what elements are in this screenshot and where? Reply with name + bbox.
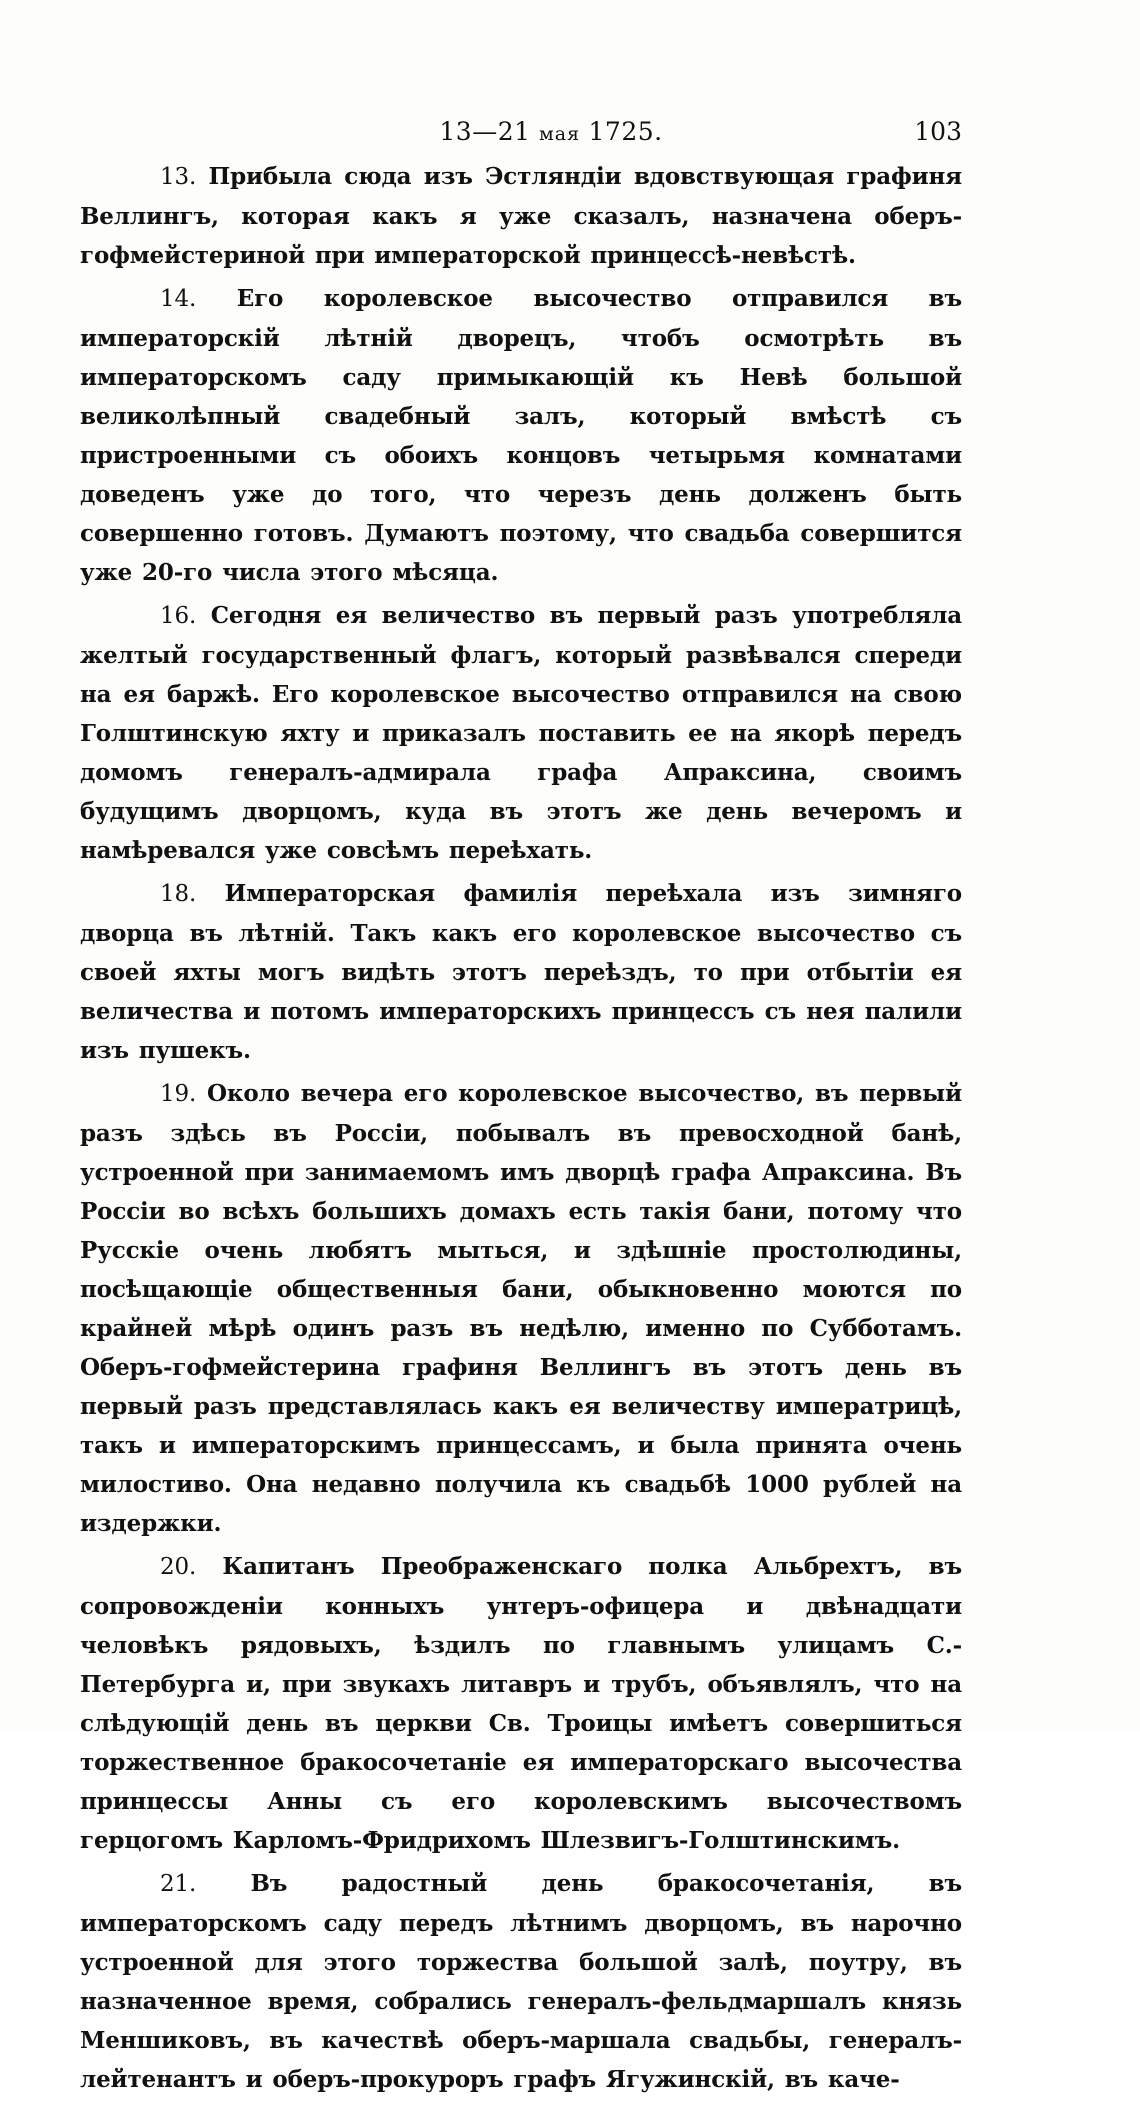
running-title (80, 112, 962, 154)
paragraph-16 (80, 596, 962, 870)
paragraph-text: Его королевское высочество отправился въ императорскій лѣтній дворецъ, чтобъ осмотрѣть въ императорскомъ саду примыкающій къ Невѣ большой великолѣпный свадебный залъ, который вмѣстѣ съ пристроенными съ обоихъ концовъ четырьмя комнатами доведенъ уже до того, что черезъ день долженъ быть совершенно готовъ. Думаютъ поэтому, что свадьба совершится уже 20-го числа этого мѣсяца. (80, 285, 962, 586)
paragraph-number: 13. (160, 164, 197, 190)
paragraph-number: 21. (160, 1871, 197, 1897)
paragraph-text: Въ радостный день бракосочетанія, въ императорскомъ саду передъ лѣтнимъ дворцомъ, въ нарочно устроенной для этого торжества большой залѣ, поутру, въ назначенное время, собрались генералъ-фельдмаршалъ князь Меншиковъ, въ качествѣ оберъ-маршала свадьбы, генералъ-лейтенантъ и оберъ-прокуроръ графъ Ягужинскій, въ каче- (80, 1870, 962, 2093)
paragraph-18 (80, 874, 962, 1070)
paragraph-number: 18. (160, 881, 197, 907)
paragraph-number: 16. (160, 603, 197, 629)
paragraph-number: 19. (160, 1081, 197, 1107)
running-title-year: 1725. (588, 117, 663, 146)
paragraph-number: 14. (160, 286, 197, 312)
paragraph-19 (80, 1074, 962, 1543)
paragraph-text: Около вечера его королевское высочество, въ первый разъ здѣсь въ Россіи, побывалъ въ превосходной банѣ, устроенной при занимаемомъ имъ дворцѣ графа Апраксина. Въ Россіи во всѣхъ большихъ домахъ есть такія бани, потому что Русскіе очень любятъ мыться, и здѣшніе простолюдины, посѣщающіе общественныя бани, обыкновенно моются по крайней мѣрѣ одинъ разъ въ недѣлю, именно по Субботамъ. Оберъ-гофмейстерина графиня Веллингъ въ этотъ день въ первый разъ представлялась какъ ея величеству императрицѣ, такъ и императорскимъ принцессамъ, и была принята очень милостиво. Она недавно получила къ свадьбѣ 1000 рублей на издержки. (80, 1080, 962, 1537)
paragraph-21 (80, 1864, 962, 2099)
page-number: 103 (914, 117, 962, 146)
page-header (80, 112, 962, 156)
running-title-date: 13—21 (439, 117, 531, 146)
paragraph-text: Сегодня ея величество въ первый разъ употребляла желтый государственный флагъ, который развѣвался спереди на ея баржѣ. Его королевское высочество отправился на свою Голштинскую яхту и приказалъ поставить ее на якорѣ передъ домомъ генералъ-адмирала графа Апраксина, своимъ будущимъ дворцомъ, куда въ этотъ же день вечеромъ и намѣревался уже совсѣмъ переѣхать. (80, 602, 963, 864)
paragraph-20 (80, 1547, 962, 1860)
paragraph-text: Императорская фамилія переѣхала изъ зимняго дворца въ лѣтній. Такъ какъ его королевское высочество съ своей яхты могъ видѣть этотъ переѣздъ, то при отбытіи ея величества и потомъ императорскихъ принцессъ съ нея палили изъ пушекъ. (80, 880, 962, 1064)
paragraph-number: 20. (160, 1554, 197, 1580)
page-text-block (80, 112, 962, 2103)
paragraph-14 (80, 279, 962, 592)
running-title-month: мая (538, 123, 581, 145)
paragraph-13 (80, 157, 962, 275)
paragraph-text: Капитанъ Преображенскаго полка Альбрехтъ, въ сопровожденіи конныхъ унтеръ-офицера и двѣнадцати человѣкъ рядовыхъ, ѣздилъ по главнымъ улицамъ С.-Петербурга и, при звукахъ литавръ и трубъ, объявлялъ, что на слѣдующій день въ церкви Св. Троицы имѣетъ совершиться торжественное бракосочетаніе ея императорскаго высочества принцессы Анны съ его королевскимъ высочествомъ герцогомъ Карломъ-Фридрихомъ Шлезвигъ-Голштинскимъ. (80, 1553, 962, 1854)
paragraph-text: Прибыла сюда изъ Эстляндіи вдовствующая графиня Веллингъ, которая какъ я уже сказалъ, назначена оберъ-гофмейстериной при императорской принцессѣ-невѣстѣ. (80, 163, 963, 269)
